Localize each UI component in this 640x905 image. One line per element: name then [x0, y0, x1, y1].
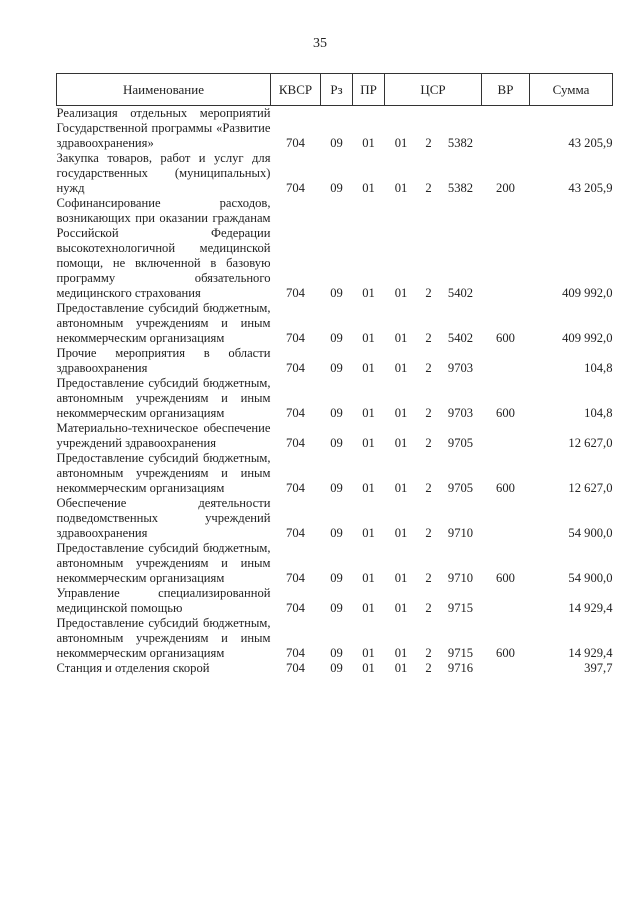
row-name-cell: Обеспечение деятельности подведомственных учреждений здравоохранения	[56, 496, 271, 540]
rz-cell: 09	[330, 601, 343, 615]
vr-cell: 200	[496, 181, 515, 195]
sum-cell: 54 900,0	[568, 526, 613, 540]
rz-cell: 09	[330, 436, 343, 450]
csr-subprogram-cell: 2	[425, 136, 432, 150]
header-csr: ЦСР	[385, 74, 482, 106]
header-rz: Рз	[321, 74, 353, 106]
sum-cell: 12 627,0	[568, 481, 613, 495]
sum-cell: 409 992,0	[562, 286, 613, 300]
table-row	[57, 376, 613, 421]
csr-subprogram-cell: 2	[425, 361, 432, 375]
budget-table	[56, 73, 613, 676]
pr-cell: 01	[362, 601, 375, 615]
rz-cell: 09	[330, 526, 343, 540]
table-row	[57, 106, 613, 152]
row-name-cell: Материально-техническое обеспечение учреждений здравоохранения	[56, 421, 271, 450]
vr-cell	[482, 421, 530, 451]
csr-program-cell: 01	[394, 601, 408, 615]
header-sum: Сумма	[530, 74, 613, 106]
table-row	[57, 421, 613, 451]
csr-subprogram-cell: 2	[425, 571, 432, 585]
rz-cell: 09	[330, 136, 343, 150]
table-row	[57, 151, 613, 196]
table-row	[57, 541, 613, 586]
rz-cell: 09	[330, 181, 343, 195]
rz-cell: 09	[330, 571, 343, 585]
csr-subprogram-cell: 2	[425, 406, 432, 420]
csr-program-cell: 01	[394, 181, 408, 195]
sum-cell: 14 929,4	[568, 646, 613, 660]
kvsr-cell: 704	[286, 571, 305, 585]
pr-cell: 01	[362, 571, 375, 585]
rz-cell: 09	[330, 481, 343, 495]
sum-cell: 54 900,0	[568, 571, 613, 585]
rz-cell: 09	[330, 286, 343, 300]
page-number: 35	[313, 36, 327, 51]
csr-program-cell: 01	[394, 436, 408, 450]
csr-subprogram-cell: 2	[425, 181, 432, 195]
csr-direction-cell: 9715	[447, 646, 474, 660]
rz-cell: 09	[330, 661, 343, 675]
kvsr-cell: 704	[286, 181, 305, 195]
csr-subprogram-cell: 2	[425, 526, 432, 540]
csr-direction-cell: 9716	[447, 661, 474, 675]
pr-cell: 01	[362, 286, 375, 300]
table-row	[57, 616, 613, 661]
vr-cell: 600	[496, 571, 515, 585]
pr-cell: 01	[362, 136, 375, 150]
rz-cell: 09	[330, 646, 343, 660]
csr-subprogram-cell: 2	[425, 331, 432, 345]
vr-cell	[482, 496, 530, 541]
vr-cell	[482, 196, 530, 301]
vr-cell	[482, 106, 530, 152]
row-name-cell: Предоставление субсидий бюджетным, автономным учреждениям и иным некоммерческим организациям	[56, 541, 271, 585]
csr-direction-cell: 9715	[447, 601, 474, 615]
csr-direction-cell: 9705	[447, 436, 474, 450]
vr-cell: 600	[496, 331, 515, 345]
vr-cell	[482, 346, 530, 376]
table-header-row	[57, 74, 613, 106]
rz-cell: 09	[330, 406, 343, 420]
pr-cell: 01	[362, 436, 375, 450]
csr-subprogram-cell: 2	[425, 601, 432, 615]
csr-subprogram-cell: 2	[425, 646, 432, 660]
kvsr-cell: 704	[286, 136, 305, 150]
sum-cell: 104,8	[584, 361, 613, 375]
sum-cell: 14 929,4	[568, 601, 613, 615]
kvsr-cell: 704	[286, 661, 305, 675]
table-body	[57, 106, 613, 677]
vr-cell: 600	[496, 406, 515, 420]
header-name: Наименование	[57, 74, 271, 106]
sum-cell: 43 205,9	[568, 181, 613, 195]
csr-program-cell: 01	[394, 526, 408, 540]
csr-direction-cell: 5382	[447, 136, 474, 150]
vr-cell	[482, 661, 530, 676]
pr-cell: 01	[362, 331, 375, 345]
table-row	[57, 346, 613, 376]
kvsr-cell: 704	[286, 406, 305, 420]
csr-direction-cell: 9705	[447, 481, 474, 495]
pr-cell: 01	[362, 406, 375, 420]
rz-cell: 09	[330, 361, 343, 375]
sum-cell: 397,7	[584, 661, 613, 675]
kvsr-cell: 704	[286, 436, 305, 450]
csr-program-cell: 01	[394, 661, 408, 675]
table-row	[57, 451, 613, 496]
table-row	[57, 301, 613, 346]
csr-program-cell: 01	[394, 331, 408, 345]
header-vr: ВР	[482, 74, 530, 106]
row-name-cell: Предоставление субсидий бюджетным, автономным учреждениям и иным некоммерческим организациям	[56, 301, 271, 345]
vr-cell: 600	[496, 481, 515, 495]
row-name-cell: Предоставление субсидий бюджетным, автономным учреждениям и иным некоммерческим организациям	[56, 376, 271, 420]
vr-cell: 600	[496, 646, 515, 660]
kvsr-cell: 704	[286, 331, 305, 345]
pr-cell: 01	[362, 361, 375, 375]
csr-subprogram-cell: 2	[425, 286, 432, 300]
pr-cell: 01	[362, 661, 375, 675]
kvsr-cell: 704	[286, 526, 305, 540]
csr-direction-cell: 9710	[447, 526, 474, 540]
pr-cell: 01	[362, 181, 375, 195]
row-name-cell: Станция и отделения скорой	[56, 661, 210, 675]
row-name-cell: Софинансирование расходов, возникающих при оказании гражданам Российской Федерации высокотехнологичной медицинской помощи, не включенной в базовую программу обязательного медицинского страхования	[56, 196, 271, 300]
rz-cell: 09	[330, 331, 343, 345]
pr-cell: 01	[362, 481, 375, 495]
kvsr-cell: 704	[286, 646, 305, 660]
sum-cell: 12 627,0	[568, 436, 613, 450]
kvsr-cell: 704	[286, 286, 305, 300]
sum-cell: 43 205,9	[568, 136, 613, 150]
csr-direction-cell: 9703	[447, 406, 474, 420]
csr-subprogram-cell: 2	[425, 436, 432, 450]
csr-direction-cell: 9710	[447, 571, 474, 585]
row-name-cell: Закупка товаров, работ и услуг для государственных (муниципальных) нужд	[56, 151, 271, 195]
sum-cell: 104,8	[584, 406, 613, 420]
vr-cell	[482, 586, 530, 616]
csr-program-cell: 01	[394, 646, 408, 660]
row-name-cell: Управление специализированной медицинской помощью	[56, 586, 271, 615]
table-row	[57, 496, 613, 541]
pr-cell: 01	[362, 526, 375, 540]
csr-program-cell: 01	[394, 361, 408, 375]
kvsr-cell: 704	[286, 601, 305, 615]
csr-direction-cell: 5402	[447, 331, 474, 345]
csr-subprogram-cell: 2	[425, 661, 432, 675]
csr-subprogram-cell: 2	[425, 481, 432, 495]
row-name-cell: Предоставление субсидий бюджетным, автономным учреждениям и иным некоммерческим организациям	[56, 451, 271, 495]
csr-program-cell: 01	[394, 406, 408, 420]
row-name-cell: Предоставление субсидий бюджетным, автономным учреждениям и иным некоммерческим организациям	[56, 616, 271, 660]
pr-cell: 01	[362, 646, 375, 660]
csr-program-cell: 01	[394, 286, 408, 300]
csr-program-cell: 01	[394, 136, 408, 150]
row-name-cell: Реализация отдельных мероприятий Государственной программы «Развитие здравоохранения»	[56, 106, 271, 150]
csr-direction-cell: 5382	[447, 181, 474, 195]
table-row	[57, 196, 613, 301]
table-row	[57, 586, 613, 616]
sum-cell: 409 992,0	[562, 331, 613, 345]
csr-program-cell: 01	[394, 571, 408, 585]
kvsr-cell: 704	[286, 361, 305, 375]
header-pr: ПР	[353, 74, 385, 106]
table-row	[57, 661, 613, 676]
header-kvsr: КВСР	[271, 74, 321, 106]
kvsr-cell: 704	[286, 481, 305, 495]
csr-direction-cell: 5402	[447, 286, 474, 300]
csr-direction-cell: 9703	[447, 361, 474, 375]
csr-program-cell: 01	[394, 481, 408, 495]
row-name-cell: Прочие мероприятия в области здравоохранения	[56, 346, 271, 375]
